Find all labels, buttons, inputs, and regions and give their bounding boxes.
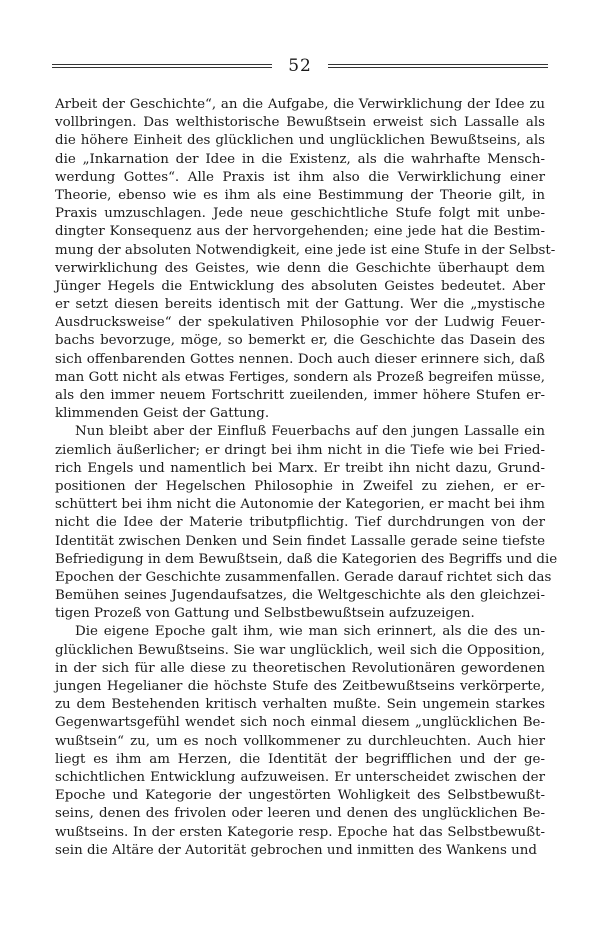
text-line: Arbeit der Geschichte“, an die Aufgabe, die Verwirklichung der Idee zu <box>55 97 545 112</box>
text-line: er setzt diesen bereits identisch mit der Gattung. Wer die „mystische <box>55 297 545 313</box>
body-text <box>55 96 558 860</box>
text-line: rich Engels und namentlich bei Marx. Er treibt ihn nicht dazu, Grund- <box>55 460 545 476</box>
text-line: klimmenden Geist der Gattung. <box>55 406 270 422</box>
text-line: glücklichen Bewußtseins. Sie war unglücklich, weil sich die Opposition, <box>55 642 545 658</box>
text-line: zu dem Bestehenden kritisch verhalten mußte. Sein ungemein starkes <box>55 697 545 713</box>
text-line: schichtlichen Entwicklung aufzuweisen. Er unterscheidet zwischen der <box>55 769 545 785</box>
text-line: Praxis umzuschlagen. Jede neue geschichtliche Stufe folgt mit unbe- <box>55 206 545 222</box>
text-line: bachs bevorzuge, möge, so bemerkt er, die Geschichte das Dasein des <box>55 333 545 349</box>
page-number: 52 <box>288 56 312 76</box>
text-line: die „Inkarnation der Idee in die Existenz, als die wahrhafte Mensch- <box>55 151 545 167</box>
text-line: man Gott nicht als etwas Fertiges, sondern als Prozeß begreifen müsse, <box>55 369 545 385</box>
text-line: vollbringen. Das welthistorische Bewußtsein erweist sich Lassalle als <box>55 115 545 131</box>
text-line: werdung Gottes“. Alle Praxis ist ihm also die Verwirklichung einer <box>55 169 545 185</box>
page-header <box>52 52 548 80</box>
text-line: die höhere Einheit des glücklichen und unglücklichen Bewußtseins, als <box>55 133 545 149</box>
text-line: Bemühen seines Jugendaufsatzes, die Weltgeschichte als den gleichzei- <box>55 588 545 604</box>
text-line: als den immer neuem Fortschritt zueilenden, immer höhere Stufen er- <box>55 388 545 403</box>
text-line: mung der absoluten Notwendigkeit, eine jede ist eine Stufe in der Selbst- <box>55 242 556 258</box>
text-line: wußtsein“ zu, um es noch vollkommener zu durchleuchten. Auch hier <box>55 733 545 749</box>
text-line: nicht die Idee der Materie tributpflichtig. Tief durchdrungen von der <box>55 515 545 531</box>
paragraph <box>55 423 558 623</box>
paragraph <box>55 96 556 423</box>
text-line: wußtseins. In der ersten Kategorie resp. Epoche hat das Selbstbewußt- <box>55 824 545 840</box>
text-line: Epoche und Kategorie der ungestörten Wohligkeit des Selbstbewußt- <box>55 788 545 804</box>
text-line: Jünger Hegels die Entwicklung des absoluten Geistes bedeutet. Aber <box>55 278 545 294</box>
text-line: seins, denen des frivolen oder leeren und denen des unglücklichen Be- <box>55 806 545 822</box>
text-line: Epochen der Geschichte zusammenfallen. Gerade darauf richtet sich das <box>55 569 552 585</box>
text-line: verwirklichung des Geistes, wie denn die Geschichte überhaupt dem <box>55 260 545 276</box>
text-line: ziemlich äußerlicher; er dringt bei ihm nicht in die Tiefe wie bei Fried- <box>55 442 545 458</box>
text-line: Nun bleibt aber der Einfluß Feuerbachs auf den jungen Lassalle ein <box>75 424 545 440</box>
text-line: jungen Hegelianer die höchste Stufe des Zeitbewußtseins verkörperte, <box>55 679 545 694</box>
text-line: Befriedigung in dem Bewußtsein, daß die Kategorien des Begriffs und die <box>55 551 558 567</box>
text-line: Theorie, ebenso wie es ihm als eine Bestimmung der Theorie gilt, in <box>55 187 545 203</box>
text-line: sein die Altäre der Autorität gebrochen und inmitten des Wankens und <box>55 842 537 858</box>
text-line: tigen Prozeß von Gattung und Selbstbewußtsein aufzuzeigen. <box>55 606 475 622</box>
paragraph <box>55 623 545 859</box>
header-rule-right <box>328 64 548 68</box>
text-line: Gegenwartsgefühl wendet sich noch einmal diesem „unglücklichen Be- <box>55 715 545 731</box>
text-line: in der sich für alle diese zu theoretischen Revolutionären gewordenen <box>55 660 545 676</box>
text-line: sich offenbarenden Gottes nennen. Doch auch dieser erinnere sich, daß <box>55 351 545 367</box>
text-line: positionen der Hegelschen Philosophie in Zweifel zu ziehen, er er- <box>55 478 545 494</box>
text-line: Ausdrucksweise“ der spekulativen Philosophie vor der Ludwig Feuer- <box>55 315 545 331</box>
text-line: liegt es ihm am Herzen, die Identität der begrifflichen und der ge- <box>55 751 545 767</box>
text-line: Die eigene Epoche galt ihm, wie man sich erinnert, als die des un- <box>75 624 545 640</box>
header-rule-left <box>52 64 272 68</box>
text-line: Identität zwischen Denken und Sein findet Lassalle gerade seine tiefste <box>55 533 545 549</box>
text-line: schüttert bei ihm nicht die Autonomie der Kategorien, er macht bei ihm <box>55 497 545 513</box>
text-line: dingter Konsequenz aus der hervorgehenden; eine jede hat die Bestim- <box>55 224 545 240</box>
